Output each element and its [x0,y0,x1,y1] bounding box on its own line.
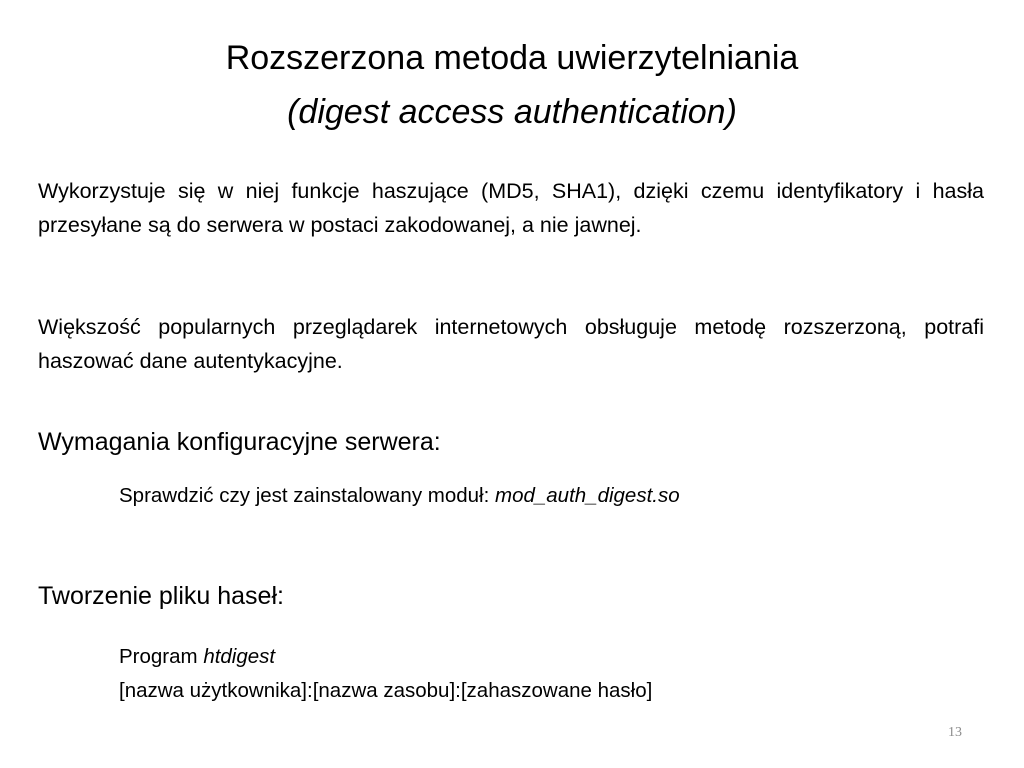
module-name: mod_auth_digest.so [495,484,680,507]
server-requirements-heading: Wymagania konfiguracyjne serwera: [38,428,441,456]
module-check-line [119,480,680,512]
slide-title: Rozszerzona metoda uwierzytelniania [225,39,799,77]
program-line [119,641,275,673]
password-format-line: [nazwa użytkownika]:[nazwa zasobu]:[zahaszowane hasło] [119,679,653,702]
module-check-text: Sprawdzić czy jest zainstalowany moduł: [119,484,495,507]
program-label: Program [119,645,204,668]
page-number: 13 [948,725,962,740]
paragraph-hash-functions: Wykorzystuje się w niej funkcje haszujące (MD5, SHA1), dzięki czemu identyfikatory i hasła przesyłane są do serwera w postaci zakodowanej, a nie jawnej. [38,179,984,237]
slide-subtitle: (digest access authentication) [287,93,737,131]
program-name: htdigest [203,645,276,668]
password-file-heading: Tworzenie pliku haseł: [38,582,284,610]
paragraph-browser-support: Większość popularnych przeglądarek internetowych obsługuje metodę rozszerzoną, potrafi haszować dane autentykacyjne. [38,315,984,373]
